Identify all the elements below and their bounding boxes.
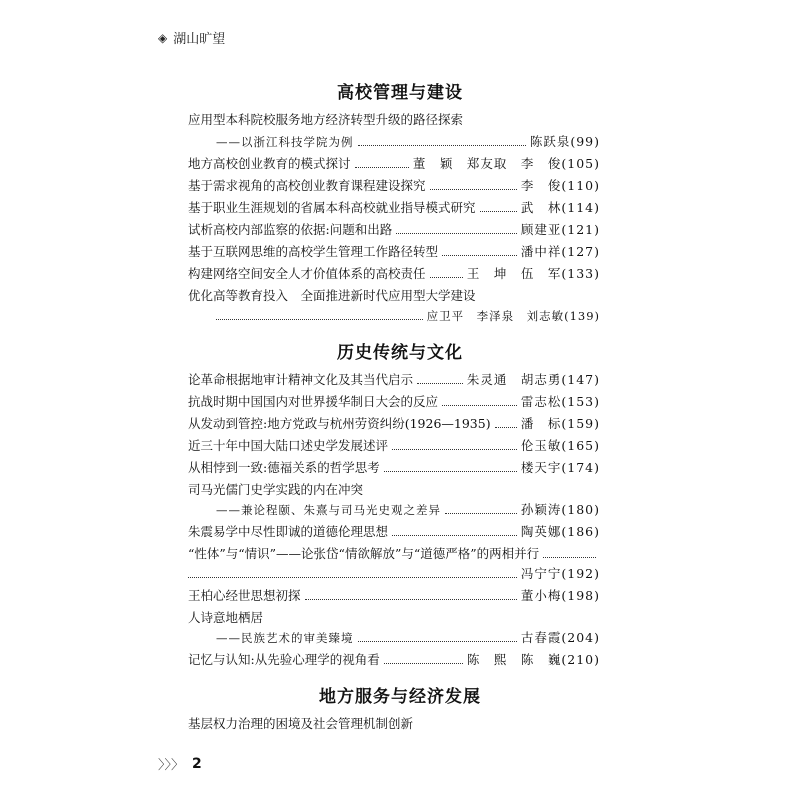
toc-entry[interactable]: [188, 544, 600, 564]
leader-dots: [442, 254, 517, 256]
leader-dots: [216, 318, 423, 320]
entry-author-page: 应卫平 李泽泉 刘志敏(139): [426, 309, 600, 323]
toc-entry[interactable]: [188, 264, 600, 284]
entry-subtitle: ——民族艺术的审美臻境: [216, 631, 354, 645]
toc-entry[interactable]: [188, 392, 600, 412]
toc-entry[interactable]: [188, 414, 600, 434]
running-header: [158, 28, 225, 47]
entry-author-page: 古春霞(204): [520, 630, 600, 645]
leader-dots: [430, 188, 517, 190]
toc-entry[interactable]: [188, 198, 600, 218]
entry-author-page: 朱灵通 胡志勇(147): [466, 372, 600, 387]
entry-author-page: 陈 熙 陈 巍(210): [466, 652, 600, 667]
toc-entry[interactable]: [188, 286, 600, 306]
toc-entry[interactable]: [188, 132, 600, 152]
leader-dots: [384, 662, 463, 664]
entry-title: 从发动到管控:地方党政与杭州劳资纠纷(1926—1935): [188, 416, 491, 431]
entry-author-page: 李 俊(110): [520, 178, 600, 193]
leader-dots: [480, 210, 517, 212]
toc-entry[interactable]: [188, 370, 600, 390]
leader-dots: [305, 598, 517, 600]
entry-title: 基于互联网思维的高校学生管理工作路径转型: [188, 244, 439, 259]
toc-entry[interactable]: [188, 608, 600, 628]
entry-title: 优化高等教育投入 全面推进新时代应用型大学建设: [188, 288, 476, 303]
toc-entry[interactable]: [188, 714, 600, 734]
leader-dots: [392, 534, 517, 536]
leader-dots: [392, 448, 517, 450]
entry-author-page: 雷志松(153): [520, 394, 600, 409]
leader-dots: [543, 556, 596, 558]
entry-author-page: 伦玉敏(165): [520, 438, 600, 453]
toc-entry[interactable]: [188, 564, 600, 584]
toc-entry[interactable]: [188, 110, 600, 130]
toc-entry[interactable]: [188, 650, 600, 670]
leader-dots: [430, 276, 463, 278]
entry-subtitle: ——兼论程颐、朱熹与司马光史观之差异: [216, 503, 441, 517]
section-title-local-service-economy: 地方服务与经济发展: [319, 687, 481, 707]
toc-entry[interactable]: [188, 480, 600, 500]
entry-title: 基于职业生涯规划的省属本科高校就业指导模式研究: [188, 200, 476, 215]
entry-title: 构建网络空间安全人才价值体系的高校责任: [188, 266, 426, 281]
entry-author-page: 潘 标(159): [520, 416, 600, 431]
entry-author-page: 陶英娜(186): [520, 524, 600, 539]
running-header-title: 湖山旷望: [173, 32, 226, 47]
section-title-history-culture: 历史传统与文化: [337, 343, 463, 363]
entry-title: 抗战时期中国国内对世界援华制日大会的反应: [188, 394, 439, 409]
entry-author-page: 顾建亚(121): [520, 222, 600, 237]
entry-title: 基于需求视角的高校创业教育课程建设探究: [188, 178, 426, 193]
leader-dots: [495, 426, 517, 428]
entry-title: 记忆与认知:从先验心理学的视角看: [188, 652, 380, 667]
entry-title: 基层权力治理的困境及社会管理机制创新: [188, 716, 414, 731]
toc-entry[interactable]: [188, 242, 600, 262]
entry-author-page: 董小梅(198): [520, 588, 600, 603]
leader-dots: [358, 144, 526, 146]
entry-author-page: 孙颖涛(180): [520, 502, 600, 517]
entry-author-page: 王 坤 伍 军(133): [466, 266, 600, 281]
toc-entry[interactable]: [188, 522, 600, 542]
toc-entry[interactable]: [188, 586, 600, 606]
diamond-ornament-icon: ◈: [158, 30, 168, 45]
leader-dots: [442, 404, 517, 406]
entry-title: 人诗意地栖居: [188, 610, 264, 625]
entry-title: 司马光儒门史学实践的内在冲突: [188, 482, 364, 497]
leader-dots: [355, 166, 409, 168]
entry-title: 试析高校内部监察的依据:问题和出路: [188, 222, 393, 237]
toc-entry[interactable]: [188, 628, 600, 648]
toc-entry[interactable]: [188, 306, 600, 326]
leader-dots: [417, 382, 463, 384]
entry-title: 地方高校创业教育的模式探讨: [188, 156, 351, 171]
entry-author-page: 潘中祥(127): [520, 244, 600, 259]
entry-title: 王柏心经世思想初探: [188, 588, 301, 603]
chevron-right-icon: 〉〉〉: [158, 758, 185, 773]
page-number: 2: [192, 755, 202, 772]
leader-dots: [445, 512, 517, 514]
leader-dots: [396, 232, 517, 234]
toc-entry[interactable]: [188, 500, 600, 520]
entry-title: 论革命根据地审计精神文化及其当代启示: [188, 372, 414, 387]
toc-entry[interactable]: [188, 176, 600, 196]
entry-title: “性体”与“情识”——论张岱“情欲解放”与“道德严格”的两相并行: [188, 546, 540, 561]
entry-author-page: 董 颖 郑友取 李 俊(105): [412, 156, 600, 171]
entry-author-page: 楼天宇(174): [520, 460, 600, 475]
entry-subtitle: ——以浙江科技学院为例: [216, 135, 354, 149]
entry-title: 从相悖到一致:德福关系的哲学思考: [188, 460, 380, 475]
leader-dots: [384, 470, 517, 472]
entry-author-page: 武 林(114): [520, 200, 600, 215]
toc-entry[interactable]: [188, 436, 600, 456]
leader-dots: [358, 640, 517, 642]
toc-entry[interactable]: [188, 458, 600, 478]
entry-author-page: 冯宁宁(192): [520, 566, 600, 581]
toc-entry[interactable]: [188, 220, 600, 240]
entry-title: 朱震易学中尽性即诚的道德伦理思想: [188, 524, 389, 539]
toc-entry[interactable]: [188, 154, 600, 174]
page-footer: [158, 754, 202, 773]
entry-author-page: 陈跃泉(99): [529, 134, 600, 149]
section-title-university-management: 高校管理与建设: [337, 83, 463, 103]
entry-title: 应用型本科院校服务地方经济转型升级的路径探索: [188, 112, 464, 127]
leader-dots: [188, 576, 517, 578]
entry-title: 近三十年中国大陆口述史学发展述评: [188, 438, 389, 453]
